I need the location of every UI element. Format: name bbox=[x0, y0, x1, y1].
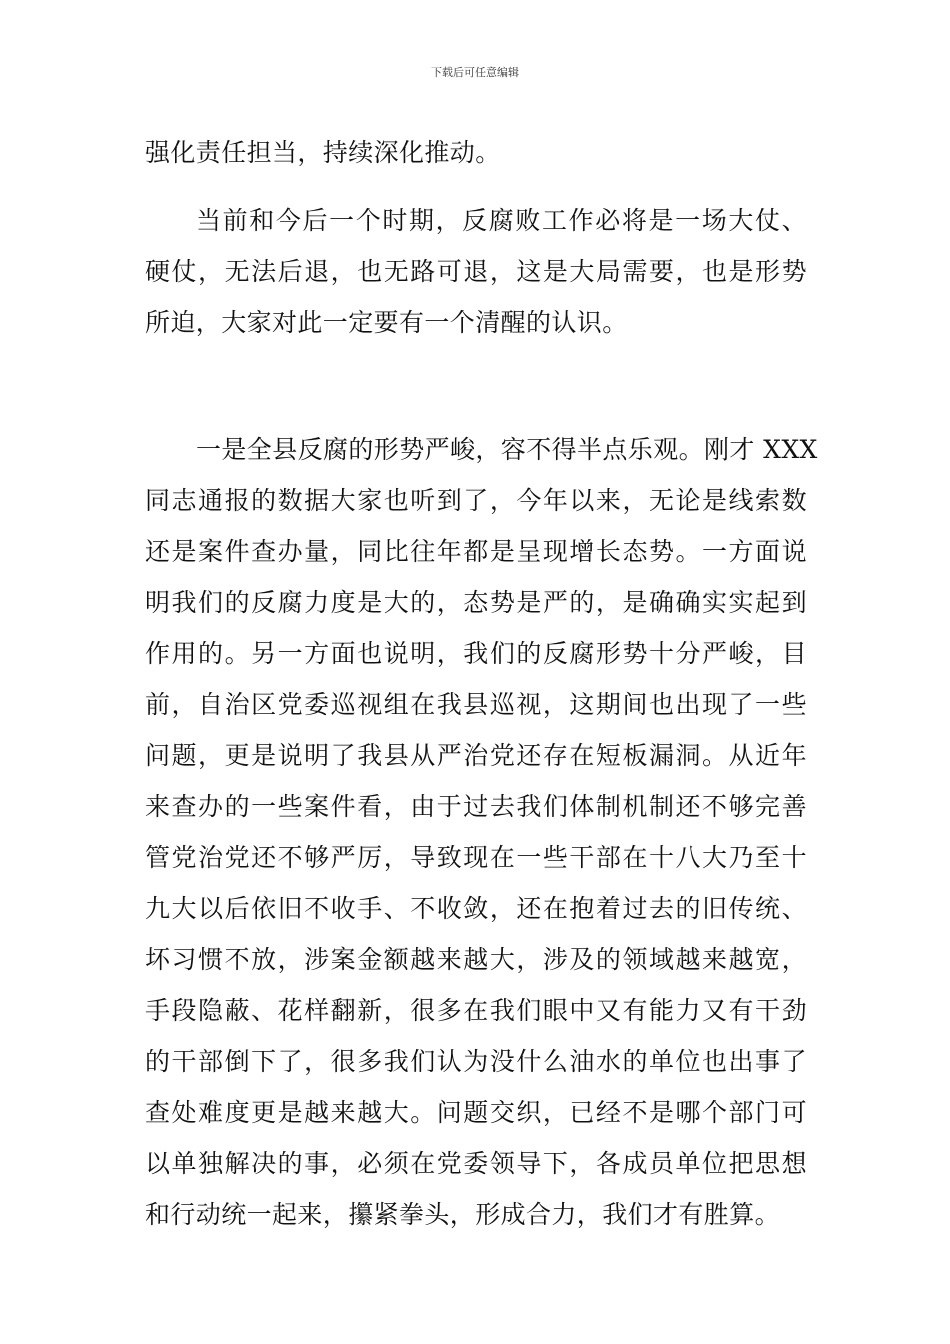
paragraph-line: 和行动统一起来，攥紧拳头，形成合力，我们才有胜算。 bbox=[145, 1200, 781, 1229]
paragraph-line: 九大以后依旧不收手、不收敛，还在抱着过去的旧传统、 bbox=[145, 894, 807, 923]
page-header-note: 下载后可任意编辑 bbox=[431, 66, 519, 79]
paragraph-2 bbox=[145, 195, 807, 348]
paragraph-line: 的干部倒下了，很多我们认为没什么油水的单位也出事了 bbox=[145, 1047, 807, 1076]
paragraph-line: 还是案件查办量，同比往年都是呈现增长态势。一方面说 bbox=[145, 537, 807, 566]
paragraph-line: 管党治党还不够严厉，导致现在一些干部在十八大乃至十 bbox=[145, 843, 807, 872]
paragraph-line: 以单独解决的事，必须在党委领导下，各成员单位把思想 bbox=[145, 1149, 807, 1178]
paragraph-line: 作用的。另一方面也说明，我们的反腐形势十分严峻，目 bbox=[145, 639, 807, 668]
paragraph-line: 强化责任担当，持续深化推动。 bbox=[145, 138, 501, 167]
paragraph-line: 同志通报的数据大家也听到了，今年以来，无论是线索数 bbox=[145, 486, 807, 515]
paragraph-line: 坏习惯不放，涉案金额越来越大，涉及的领域越来越宽， bbox=[145, 945, 807, 974]
paragraph-line: 硬仗，无法后退，也无路可退，这是大局需要，也是形势 bbox=[145, 257, 807, 286]
paragraph-line: 手段隐蔽、花样翻新，很多在我们眼中又有能力又有干劲 bbox=[145, 996, 807, 1025]
paragraph-line: 当前和今后一个时期，反腐败工作必将是一场大仗、 bbox=[196, 206, 807, 235]
paragraph-3 bbox=[145, 424, 818, 1240]
paragraph-line: 所迫，大家对此一定要有一个清醒的认识。 bbox=[145, 308, 628, 337]
paragraph-1 bbox=[145, 127, 807, 178]
paragraph-line: 问题，更是说明了我县从严治党还存在短板漏洞。从近年 bbox=[145, 741, 807, 770]
paragraph-line: 明我们的反腐力度是大的，态势是严的，是确确实实起到 bbox=[145, 588, 807, 617]
paragraph-line: 一是全县反腐的形势严峻，容不得半点乐观。刚才 XXX bbox=[196, 435, 818, 464]
paragraph-line: 查处难度更是越来越大。问题交织，已经不是哪个部门可 bbox=[145, 1098, 807, 1127]
paragraph-line: 前，自治区党委巡视组在我县巡视，这期间也出现了一些 bbox=[145, 690, 807, 719]
paragraph-line: 来查办的一些案件看，由于过去我们体制机制还不够完善 bbox=[145, 792, 807, 821]
